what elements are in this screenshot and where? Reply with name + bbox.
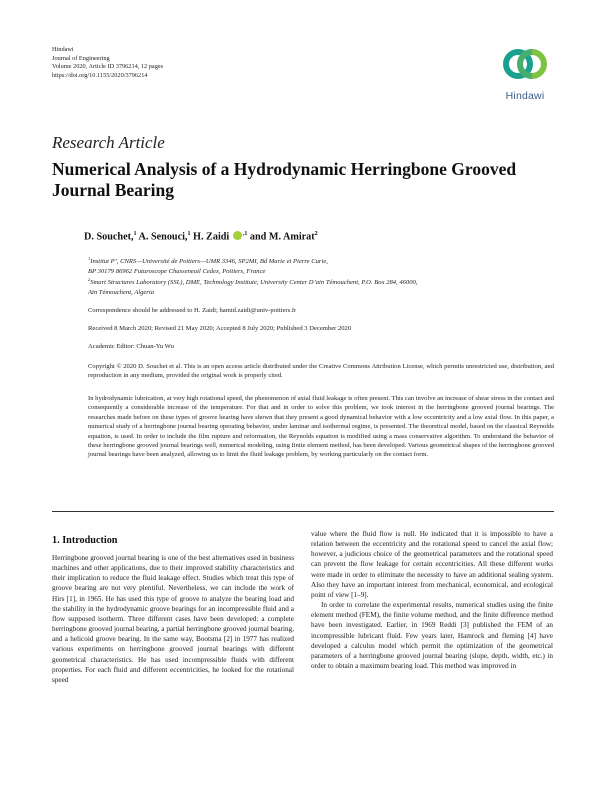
abstract: In hydrodynamic lubrication, at very high rotational speed, the phenomenon of axial fluid leakage is often present. This can involve an increase of shear stress in the contact and consequently a considerable increase of the temperature. For that and in order to solve this problem, we took interest in the herringbone grooved journal bearings. The researches made before on these types of groove bearing have shown that they present a good dynamical behavior with a low eccentricity and a low axial flow. In this paper, a numerical study of a herringbone journal bearing operating behavior, under laminar and isothermal regime, is presented. The theoretical model, based on the classical Reynolds equation, is used. In order to include the film rupture and reformation, the Reynolds equation is modified using a mass conservative algorithm. To understand the behavior of these herringbone grooved journal bearings well, numerical modeling, using finite element method, has been developed. Various geometrical shapes of the herringbone grooved journal bearings have been analyzed, allowing us to limit the fluid leakage problem, by working particularly on the contact form. (88, 395, 554, 459)
hindawi-logo (496, 44, 554, 104)
affiliation-2 (88, 275, 554, 297)
author-affiliation-mark: 1 (187, 231, 191, 237)
received-dates: Received 8 March 2020; Revised 21 May 2020; Accepted 8 July 2020; Published 3 December 2020 (88, 325, 352, 332)
doi-link[interactable]: https://doi.org/10.1155/2020/3796214 (52, 71, 148, 79)
affiliation-text-line2: BP 30179 86962 Futuroscope Chasseneuil Cedex, Poitiers, France (88, 267, 266, 275)
hindawi-logo-icon (502, 44, 548, 84)
body-paragraph: value where the fluid flow is null. He indicated that it is impossible to have a relation between the eccentricity and the rotational speed to cancel the axial flow; however, a judicious choice of the geometrical parameters and the rotational speed can prevent the flow leakage for certain eccentricities. All these different works were made in order to eliminate the necessity to have an additional sealing system. Also they have an important interest from mechanical, economical, and ecological point of view [1–9]. (311, 530, 553, 599)
body-paragraph: Herringbone grooved journal bearing is one of the best alternatives used in business machines and other applications, due to their improved stability characteristics and their implication to reduce the fluid leakage effect. Studies which treat this type of groove bearing are not very plentiful. Nevertheless, we can include the work of Hirs [1], in 1965. He has used this type of groove to analyze the bearing load and the stability in the hydrodynamic groove bearings for an incompressible fluid and a flow supposed isotherm. Three different cases have been developed: a complete herringbone grooved journal bearing, a partial herringbone grooved journal bearing, and a helicoid groove bearing. In the same way, Bootsma [2] in 1977 has realized various experiments on herringbone grooved journal bearings with different geometrical characteristics. He has used incompressible fluids with different properties. For each fluid and different eccentricities, he looked for the rotational speed (52, 554, 294, 684)
section-heading: 1. Introduction (52, 535, 118, 546)
author-name[interactable]: and M. Amirat (249, 231, 315, 243)
body-column-right (311, 529, 553, 671)
affiliation-text: Smart Structures Laboratory (SSL), DME, Technology Institute, University Center D’ain Témouchent, P.O. Box 284, 46000, (90, 279, 418, 287)
affiliation-1 (88, 254, 554, 276)
orcid-icon[interactable] (233, 231, 242, 240)
volume-info: Volume 2020, Article ID 3796214, 12 pages (52, 63, 164, 71)
journal-info (52, 46, 163, 80)
academic-editor: Academic Editor: Chuan-Yu Wu (88, 343, 174, 350)
affiliation-text-line2: Aïn Témouchent, Algeria (88, 288, 154, 296)
body-column-left (52, 553, 294, 685)
affiliation-text: Institut P’, CNRS—Université de Poitiers—UMR 3346, SP2MI, Bd Marie et Pierre Curie, (90, 258, 328, 266)
author-affiliation-mark: 2 (314, 231, 318, 237)
journal-name: Journal of Engineering (52, 54, 110, 62)
hindawi-logo-text: Hindawi (505, 90, 545, 102)
article-title: Numerical Analysis of a Hydrodynamic Herringbone Grooved Journal Bearing (52, 159, 517, 200)
correspondence: Correspondence should be addressed to H. Zaidi; hamid.zaidi@univ-poitiers.fr (88, 307, 297, 314)
body-paragraph: In order to correlate the experimental results, numerical studies using the finite element method (FEM), the finite volume method, and the finite difference method have been investigated. Earlier, in 1969 Reddi [3] published the FEM of an incompressible lubricant fluid. Few years later, Hamrock and fleming [4] have developed a calculus model which permit the optimization of the geometrical parameters of a herringbone grooved journal bearing (slope, depth, width, etc.) in order to obtain a maximum bearing load. This method was improved in (311, 601, 553, 671)
affiliation-mark: 1 (88, 256, 91, 261)
publisher-name: Hindawi (52, 46, 74, 53)
author-affiliation-mark: ,1 (242, 231, 248, 237)
section-divider (52, 511, 554, 512)
copyright-notice: Copyright © 2020 D. Souchet et al. This is an open access article distributed under the Creative Commons Attribution License, which permits unrestricted use, distribution, and reproduction in any medium, provided the original work is properly cited. (88, 363, 554, 380)
author-name[interactable]: H. Zaidi (193, 231, 230, 243)
author-affiliation-mark: 1 (133, 231, 137, 237)
affiliation-mark: 2 (88, 277, 91, 282)
author-name[interactable]: D. Souchet, (84, 231, 134, 243)
author-list (84, 231, 318, 242)
article-type: Research Article (52, 133, 165, 152)
author-name[interactable]: A. Senouci, (138, 231, 188, 243)
